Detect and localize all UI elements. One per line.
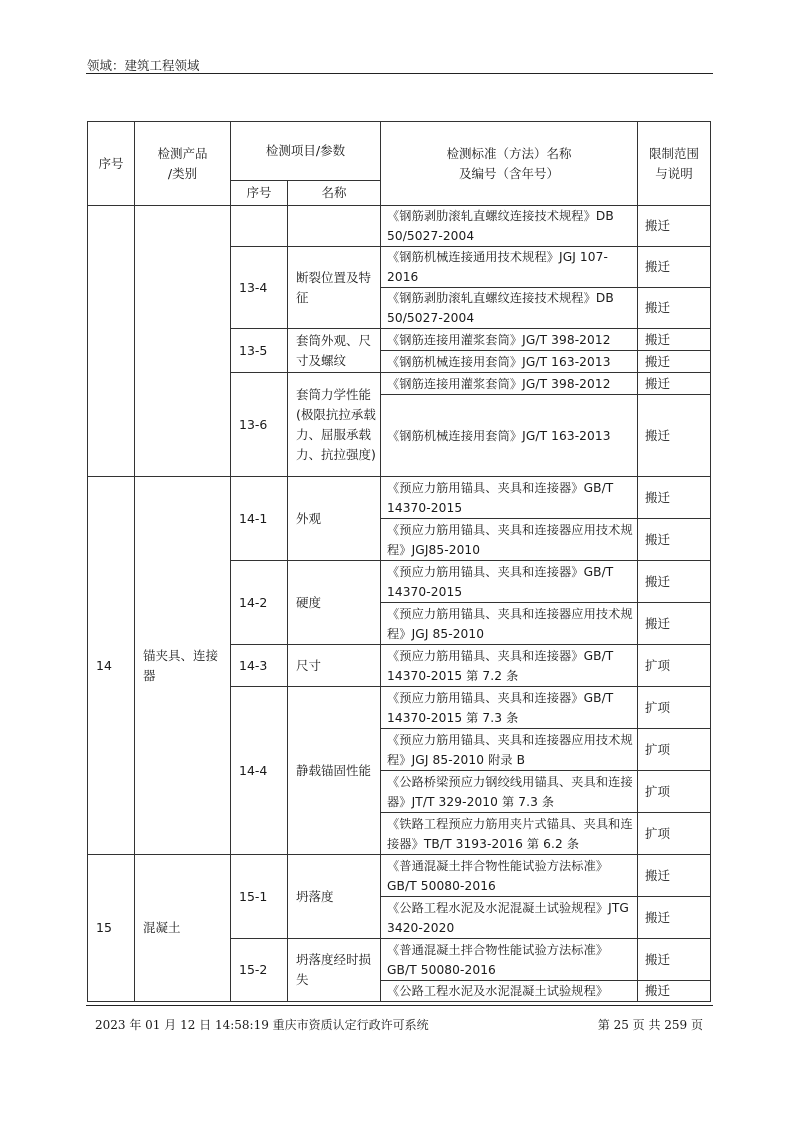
sub-name-cell: 套筒外观、尺寸及螺纹 [288,329,381,373]
standard-cell: 《预应力筋用锚具、夹具和连接器应用技术规程》JGJ 85-2010 [381,603,638,645]
limit-cell: 搬迁 [638,329,711,351]
limit-cell: 搬迁 [638,288,711,329]
footer-timestamp: 2023 年 01 月 12 日 14:58:19 重庆市资质认定行政许可系统 [95,1018,429,1032]
footer-rule [86,1005,713,1006]
limit-cell: 搬迁 [638,351,711,373]
limit-cell: 搬迁 [638,395,711,477]
table-row [88,206,711,247]
header-product: 检测产品 /类别 [135,122,231,206]
header-seq: 序号 [88,122,135,206]
standard-cell: 《预应力筋用锚具、夹具和连接器》GB/T 14370-2015 第 7.2 条 [381,645,638,687]
sub-seq-cell: 15-2 [231,939,288,1002]
standard-cell: 《普通混凝土拌合物性能试验方法标准》GB/T 50080-2016 [381,939,638,981]
header-item-params: 检测项目/参数 [231,122,381,181]
limit-cell: 搬迁 [638,247,711,288]
standard-cell: 《公路桥梁预应力钢绞线用锚具、夹具和连接器》JT/T 329-2010 第 7.3 条 [381,771,638,813]
standard-cell: 《预应力筋用锚具、夹具和连接器应用技术规程》JGJ 85-2010 附录 B [381,729,638,771]
sub-name-cell [288,206,381,247]
standard-cell: 《钢筋机械连接通用技术规程》JGJ 107-2016 [381,247,638,288]
limit-cell: 扩项 [638,645,711,687]
standard-cell: 《钢筋剥肋滚轧直螺纹连接技术规程》DB 50/5027-2004 [381,288,638,329]
sub-name-cell: 断裂位置及特征 [288,247,381,329]
header-limit: 限制范围 与说明 [638,122,711,206]
sub-seq-cell: 14-4 [231,687,288,855]
limit-cell: 搬迁 [638,477,711,519]
sub-name-cell: 硬度 [288,561,381,645]
product-cell [135,206,231,477]
standard-cell: 《公路工程水泥及水泥混凝土试验规程》 [381,981,638,1002]
header-standard: 检测标准（方法）名称 及编号（含年号） [381,122,638,206]
header-sub-name: 名称 [288,181,381,206]
limit-cell: 搬迁 [638,561,711,603]
sub-seq-cell [231,206,288,247]
seq-cell: 14 [88,477,135,855]
limit-cell: 搬迁 [638,981,711,1002]
limit-cell: 扩项 [638,729,711,771]
standard-cell: 《公路工程水泥及水泥混凝土试验规程》JTG 3420-2020 [381,897,638,939]
standard-cell: 《铁路工程预应力筋用夹片式锚具、夹具和连接器》TB/T 3193-2016 第 6.2 条 [381,813,638,855]
sub-seq-cell: 14-2 [231,561,288,645]
limit-cell: 扩项 [638,687,711,729]
sub-name-cell: 外观 [288,477,381,561]
standard-cell: 《钢筋机械连接用套筒》JG/T 163-2013 [381,351,638,373]
limit-cell: 扩项 [638,771,711,813]
standard-cell: 《钢筋机械连接用套筒》JG/T 163-2013 [381,395,638,477]
table-row [88,477,711,519]
sub-seq-cell: 13-5 [231,329,288,373]
sub-name-cell: 坍落度经时损失 [288,939,381,1002]
table-row [88,855,711,897]
sub-seq-cell: 13-6 [231,373,288,477]
standard-cell: 《预应力筋用锚具、夹具和连接器》GB/T 14370-2015 [381,477,638,519]
sub-seq-cell: 15-1 [231,855,288,939]
standard-cell: 《普通混凝土拌合物性能试验方法标准》GB/T 50080-2016 [381,855,638,897]
domain-header: 领域：建筑工程领域 [87,58,200,73]
sub-name-cell: 套筒力学性能(极限抗拉承载力、屈服承载力、抗拉强度) [288,373,381,477]
header-rule [86,73,713,74]
standard-cell: 《钢筋剥肋滚轧直螺纹连接技术规程》DB 50/5027-2004 [381,206,638,247]
limit-cell: 搬迁 [638,373,711,395]
limit-cell: 搬迁 [638,939,711,981]
sub-name-cell: 坍落度 [288,855,381,939]
limit-cell: 搬迁 [638,206,711,247]
standard-cell: 《钢筋连接用灌浆套筒》JG/T 398-2012 [381,373,638,395]
seq-cell: 15 [88,855,135,1002]
sub-name-cell: 静载锚固性能 [288,687,381,855]
limit-cell: 搬迁 [638,855,711,897]
product-cell: 锚夹具、连接器 [135,477,231,855]
limit-cell: 搬迁 [638,897,711,939]
header-row [88,122,711,181]
sub-seq-cell: 13-4 [231,247,288,329]
seq-cell [88,206,135,477]
standard-cell: 《预应力筋用锚具、夹具和连接器》GB/T 14370-2015 第 7.3 条 [381,687,638,729]
product-cell: 混凝土 [135,855,231,1002]
scope-table [87,121,711,1002]
footer-page-number: 第 25 页 共 259 页 [597,1018,703,1032]
limit-cell: 扩项 [638,813,711,855]
standard-cell: 《预应力筋用锚具、夹具和连接器》GB/T 14370-2015 [381,561,638,603]
sub-name-cell: 尺寸 [288,645,381,687]
limit-cell: 搬迁 [638,603,711,645]
limit-cell: 搬迁 [638,519,711,561]
header-sub-seq: 序号 [231,181,288,206]
standard-cell: 《预应力筋用锚具、夹具和连接器应用技术规程》JGJ85-2010 [381,519,638,561]
sub-seq-cell: 14-1 [231,477,288,561]
standard-cell: 《钢筋连接用灌浆套筒》JG/T 398-2012 [381,329,638,351]
sub-seq-cell: 14-3 [231,645,288,687]
